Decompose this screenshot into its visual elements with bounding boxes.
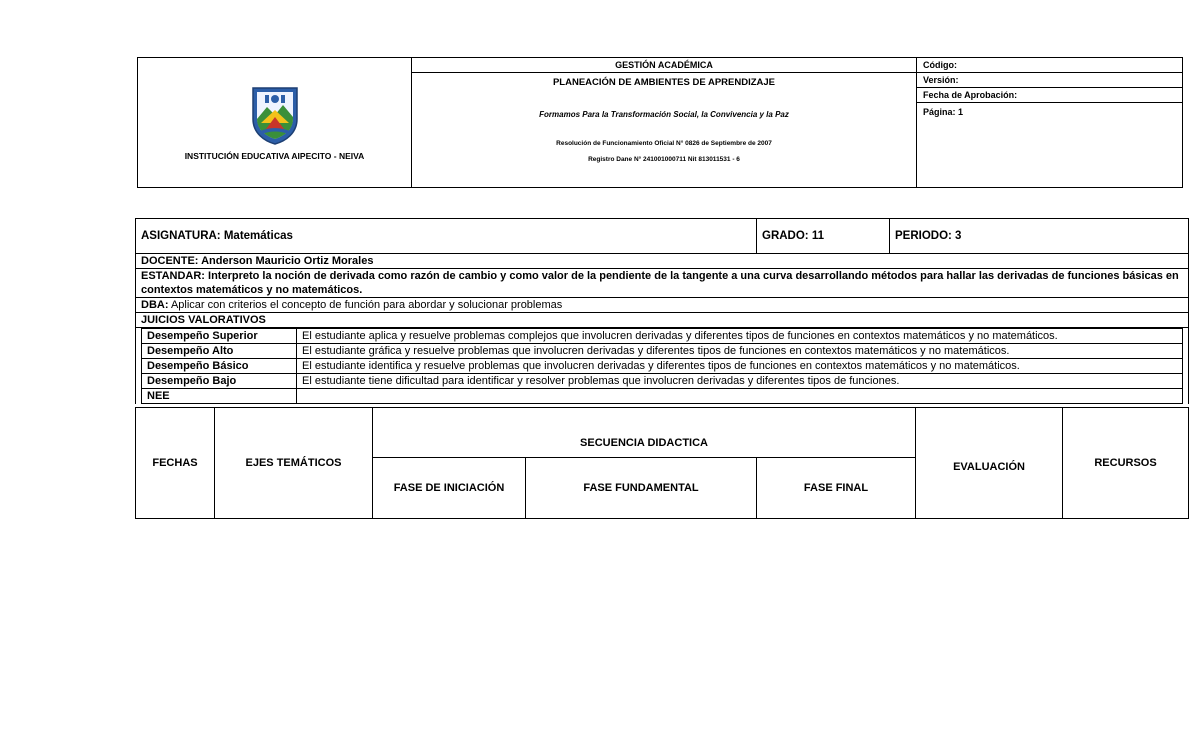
didactic-sequence-table [135,407,1189,519]
judgment-level: Desempeño Básico [142,359,297,374]
resources-header: RECURSOS [1063,408,1189,519]
judgment-level: Desempeño Superior [142,329,297,344]
planning-title: PLANEACIÓN DE AMBIENTES DE APRENDIZAJE [552,77,776,88]
version-field: Versión: [917,73,1183,88]
judgment-row [142,389,1183,404]
judgment-text: El estudiante tiene dificultad para identificar y resolver problemas que involucren derivadas y diferentes tipos de funciones. [297,374,1183,389]
judgments-title: JUICIOS VALORATIVOS [136,313,1189,328]
fundamental-phase-header: FASE FUNDAMENTAL [526,458,757,519]
registry-text: Registro Dane N° 241001000711 Nit 813011531 - 6 [588,156,740,163]
judgment-row [142,329,1183,344]
approval-date-field: Fecha de Aprobación: [917,88,1183,103]
judgment-level: Desempeño Alto [142,344,297,359]
judgment-row [142,374,1183,389]
judgment-text: El estudiante identifica y resuelve problemas que involucren derivadas y diferentes tipos de funciones en contextos matemáticos y no matemáticos. [297,359,1183,374]
teacher-cell: DOCENTE: Anderson Mauricio Ortiz Morales [136,254,1189,269]
document-header [137,57,1183,188]
subject-cell [136,219,757,254]
planning-block [412,73,917,188]
dates-header: FECHAS [136,408,215,519]
judgment-level: NEE [142,389,297,404]
institution-cell [138,58,412,188]
initiation-phase-header: FASE DE INICIACIÓN [373,458,526,519]
judgment-text [297,389,1183,404]
institution-name: INSTITUCIÓN EDUCATIVA AIPECITO - NEIVA [184,150,365,161]
sequence-header: SECUENCIA DIDACTICA [373,408,916,458]
subject-label: ASIGNATURA: [141,230,221,242]
institution-shield-icon [250,85,300,145]
dba-value: Aplicar con criterios el concepto de función para abordar y solucionar problemas [168,299,563,311]
standard-cell: ESTANDAR: Interpreto la noción de derivada como razón de cambio y como valor de la pendiente de la tangente a una curva desarrollando métodos para hallar las derivadas de funciones básicas en contextos matemáticos y no matemáticos. [136,269,1189,298]
page-field [917,103,1183,188]
final-phase-header: FASE FINAL [757,458,916,519]
judgment-text: El estudiante gráfica y resuelve problemas que involucren derivadas y diferentes tipos de funciones en contextos matemáticos y no matemáticos. [297,344,1183,359]
topics-header: EJES TEMÁTICOS [215,408,373,519]
judgments-container [136,328,1189,405]
grade-cell: GRADO: 11 [757,219,890,254]
subject-info-table [135,218,1189,404]
subject-value: Matemáticas [220,230,293,242]
dba-label: DBA: [141,299,169,311]
evaluation-header: EVALUACIÓN [916,408,1063,519]
management-title: GESTIÓN ACADÉMICA [412,58,917,73]
judgment-row [142,344,1183,359]
page-number: Página: 1 [923,107,964,117]
institution-motto: Formamos Para la Transformación Social, la Convivencia y la Paz [539,110,789,119]
dba-cell [136,298,1189,313]
judgment-text: El estudiante aplica y resuelve problemas complejos que involucren derivadas y diferentes tipos de funciones en contextos matemáticos y no matemáticos. [297,329,1183,344]
period-cell: PERIODO: 3 [890,219,1189,254]
judgment-level: Desempeño Bajo [142,374,297,389]
judgment-row [142,359,1183,374]
code-field: Código: [917,58,1183,73]
resolution-text: Resolución de Funcionamiento Oficial N° 0826 de Septiembre de 2007 [556,140,772,147]
judgments-table [141,328,1183,404]
